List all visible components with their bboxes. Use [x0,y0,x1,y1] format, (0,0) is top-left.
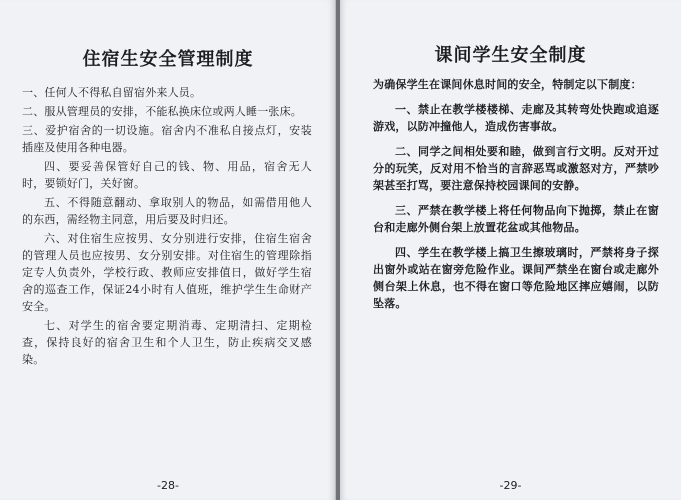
left-paragraph: 三、爱护宿舍的一切设施。宿舍内不准私自接点灯，安装插座及使用各种电器。 [22,124,312,154]
right-page [340,0,681,500]
left-page-number: -28- [157,479,179,492]
left-paragraph: 四、要妥善保管好自己的钱、物、用品，宿舍无人时，要锁好门，关好窗。 [22,160,312,190]
left-page-body [22,84,312,370]
left-paragraph: 五、不得随意翻动、拿取别人的物品，如需借用他人的东西，需经物主同意，用后要及时归还。 [22,196,312,226]
left-paragraph: 一、任何人不得私自留宿外来人员。 [22,86,202,99]
right-paragraph: 四、学生在教学楼上搞卫生擦玻璃时，严禁将身子探出窗外或站在窗旁危险作业。课间严禁坐在窗台或走廊外侧台架上休息，也不得在窗口等危险地区摔应嬉闹，以防坠落。 [373,246,659,310]
left-paragraph: 六、对住宿生应按男、女分别进行安排，住宿生宿舍的管理人员也应按男、女分别安排。对住宿生的管理除指定专人负责外，学校行政、教师应安排值日，做好学生宿舍的巡查工作，保证24小时有人值班，维护学生生命财产安全。 [22,232,312,313]
right-paragraph: 一、禁止在教学楼楼梯、走廊及其转弯处快跑或追逐游戏，以防冲撞他人，造成伤害事故。 [373,103,659,133]
right-page-title: 课间学生安全制度 [434,45,587,66]
left-paragraph: 二、服从管理员的安排，不能私换床位或两人睡一张床。 [22,105,302,118]
right-page-number: -29- [499,479,522,492]
right-paragraph: 二、同学之间相处要和睦，做到言行文明。反对开过分的玩笑，反对用不恰当的言辞恶骂或激怒对方，严禁吵架甚至打骂，要注意保持校园课间的安静。 [373,145,659,192]
left-paragraph: 七、对学生的宿舍要定期消毒、定期清扫、定期检查，保持良好的宿舍卫生和个人卫生，防止疾病交叉感染。 [22,319,312,366]
left-page-title: 住宿生安全管理制度 [82,49,254,70]
left-page [0,0,336,500]
right-paragraph: 为确保学生在课间休息时间的安全，特制定以下制度： [373,78,642,91]
right-paragraph: 三、严禁在教学楼上将任何物品向下抛掷，禁止在窗台和走廊外侧台架上放置花盆或其他物品。 [373,204,659,234]
right-page-body [373,76,659,320]
